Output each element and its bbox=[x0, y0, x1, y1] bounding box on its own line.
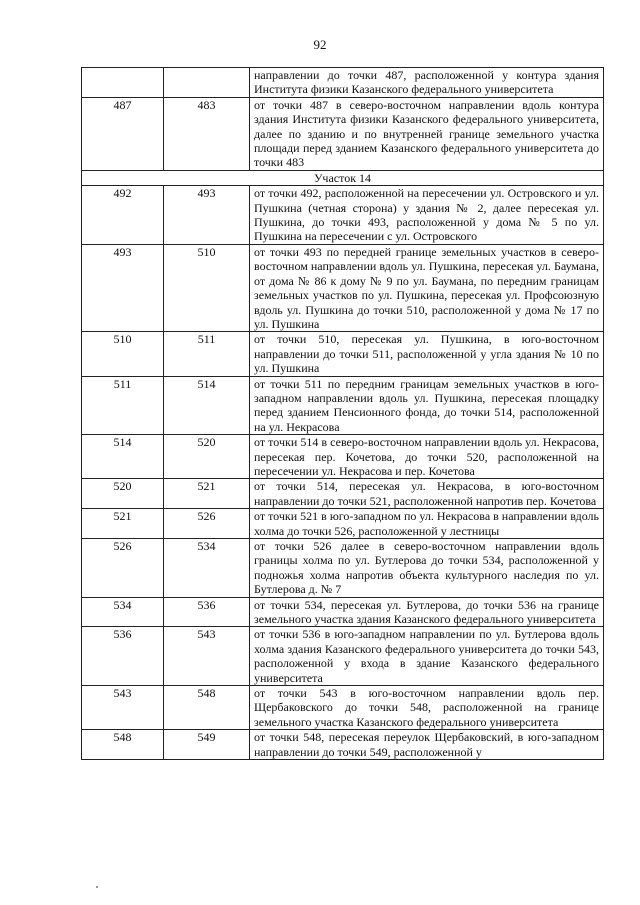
point-from-cell: 487 bbox=[82, 97, 164, 170]
table-row bbox=[82, 539, 604, 598]
table-row bbox=[82, 332, 604, 376]
point-to-cell: 536 bbox=[164, 597, 250, 627]
point-to-cell: 514 bbox=[164, 376, 250, 435]
point-to-cell: 520 bbox=[164, 435, 250, 479]
table-row bbox=[82, 597, 604, 627]
point-from-cell: 543 bbox=[82, 686, 164, 730]
point-to-cell: 534 bbox=[164, 539, 250, 598]
point-to-cell bbox=[164, 68, 250, 98]
point-from-cell bbox=[82, 68, 164, 98]
boundary-description-cell: от точки 493 по передней границе земельных участков в северо-восточном направлении вдоль ул. Пушкина, пересекая ул. Баумана, от дома № 86 к дому № 9 по ул. Баумана, по передним границам земельных участков по ул. Пушкина, пересекая ул. Профсоюзную вдоль ул. Пушкина до точки 510, расположенной у дома № 17 по ул. Пушкина bbox=[250, 244, 604, 331]
boundary-description-cell: направлении до точки 487, расположенной у контура здания Института физики Казанского федерального университета bbox=[250, 68, 604, 98]
boundary-description-cell: от точки 543 в юго-восточном направлении вдоль пер. Щербаковского до точки 548, расположенной на границе земельного участка Казанского федерального университета bbox=[250, 686, 604, 730]
boundary-description-cell: от точки 510, пересекая ул. Пушкина, в юго-восточном направлении до точки 511, расположенной у угла здания № 10 по ул. Пушкина bbox=[250, 332, 604, 376]
point-to-cell: 493 bbox=[164, 186, 250, 245]
point-to-cell: 543 bbox=[164, 627, 250, 686]
table-row bbox=[82, 627, 604, 686]
point-from-cell: 493 bbox=[82, 244, 164, 331]
page-number: 92 bbox=[313, 37, 327, 52]
point-to-cell: 510 bbox=[164, 244, 250, 331]
point-from-cell: 548 bbox=[82, 730, 164, 760]
section-title: Участок 14 bbox=[82, 170, 604, 185]
table-row bbox=[82, 479, 604, 509]
boundary-description-cell: от точки 514 в северо-восточном направлении вдоль ул. Некрасова, пересекая пер. Кочетова, до точки 520, расположенной на пересечении ул. Некрасова и пер. Кочетова bbox=[250, 435, 604, 479]
point-from-cell: 534 bbox=[82, 597, 164, 627]
point-from-cell: 526 bbox=[82, 539, 164, 598]
boundary-description-cell: от точки 511 по передним границам земельных участков в юго-западном направлении вдоль ул. Пушкина, пересекая площадку перед зданием Пенсионного фонда, до точки 514, расположенной на ул. Некрасова bbox=[250, 376, 604, 435]
point-to-cell: 521 bbox=[164, 479, 250, 509]
table-body bbox=[82, 68, 604, 760]
table-row bbox=[82, 376, 604, 435]
boundary-description-cell: от точки 548, пересекая переулок Щербаковский, в юго-западном направлении до точки 549, расположенной у bbox=[250, 730, 604, 760]
point-from-cell: 536 bbox=[82, 627, 164, 686]
section-header-row bbox=[82, 170, 604, 185]
table-row bbox=[82, 186, 604, 245]
table-row bbox=[82, 97, 604, 170]
point-to-cell: 511 bbox=[164, 332, 250, 376]
boundary-description-cell: от точки 526 далее в северо-восточном направлении вдоль границы холма по ул. Бутлерова до точки 534, расположенной у подножья холма напротив объекта культурного наследия по ул. Бутлерова д. № 7 bbox=[250, 539, 604, 598]
point-to-cell: 526 bbox=[164, 509, 250, 539]
boundary-description-cell: от точки 536 в юго-западном направлении по ул. Бутлерова вдоль холма здания Казанского федерального университета до точки 543, расположенной у входа в здание Казанского федерального университета bbox=[250, 627, 604, 686]
boundary-description-cell: от точки 521 в юго-западном по ул. Некрасова в направлении вдоль холма до точки 526, расположенной у лестницы bbox=[250, 509, 604, 539]
point-from-cell: 510 bbox=[82, 332, 164, 376]
boundary-description-cell: от точки 534, пересекая ул. Бутлерова, до точки 536 на границе земельного участка здания Казанского федерального университета bbox=[250, 597, 604, 627]
point-from-cell: 521 bbox=[82, 509, 164, 539]
point-to-cell: 548 bbox=[164, 686, 250, 730]
boundary-description-cell: от точки 487 в северо-восточном направлении вдоль контура здания Института физики Казанского федерального университета, далее по зданию и по внутренней границе земельного участка площади перед зданием Казанского федерального университета до точки 483 bbox=[250, 97, 604, 170]
table-row bbox=[82, 244, 604, 331]
table-row bbox=[82, 686, 604, 730]
boundary-description-cell: от точки 492, расположенной на пересечении ул. Островского и ул. Пушкина (четная сторона) у здания № 2, далее пересекая ул. Пушкина, до точки 493, расположенной у дома № 5 по ул. Пушкина на пересечении с ул. Островского bbox=[250, 186, 604, 245]
boundary-table bbox=[81, 67, 604, 760]
scan-dot bbox=[96, 886, 98, 888]
boundary-description-cell: от точки 514, пересекая ул. Некрасова, в юго-восточном направлении до точки 521, расположенной напротив пер. Кочетова bbox=[250, 479, 604, 509]
table-row bbox=[82, 435, 604, 479]
table-row bbox=[82, 68, 604, 98]
point-to-cell: 483 bbox=[164, 97, 250, 170]
point-to-cell: 549 bbox=[164, 730, 250, 760]
point-from-cell: 520 bbox=[82, 479, 164, 509]
point-from-cell: 492 bbox=[82, 186, 164, 245]
point-from-cell: 511 bbox=[82, 376, 164, 435]
table-row bbox=[82, 509, 604, 539]
point-from-cell: 514 bbox=[82, 435, 164, 479]
table-row bbox=[82, 730, 604, 760]
